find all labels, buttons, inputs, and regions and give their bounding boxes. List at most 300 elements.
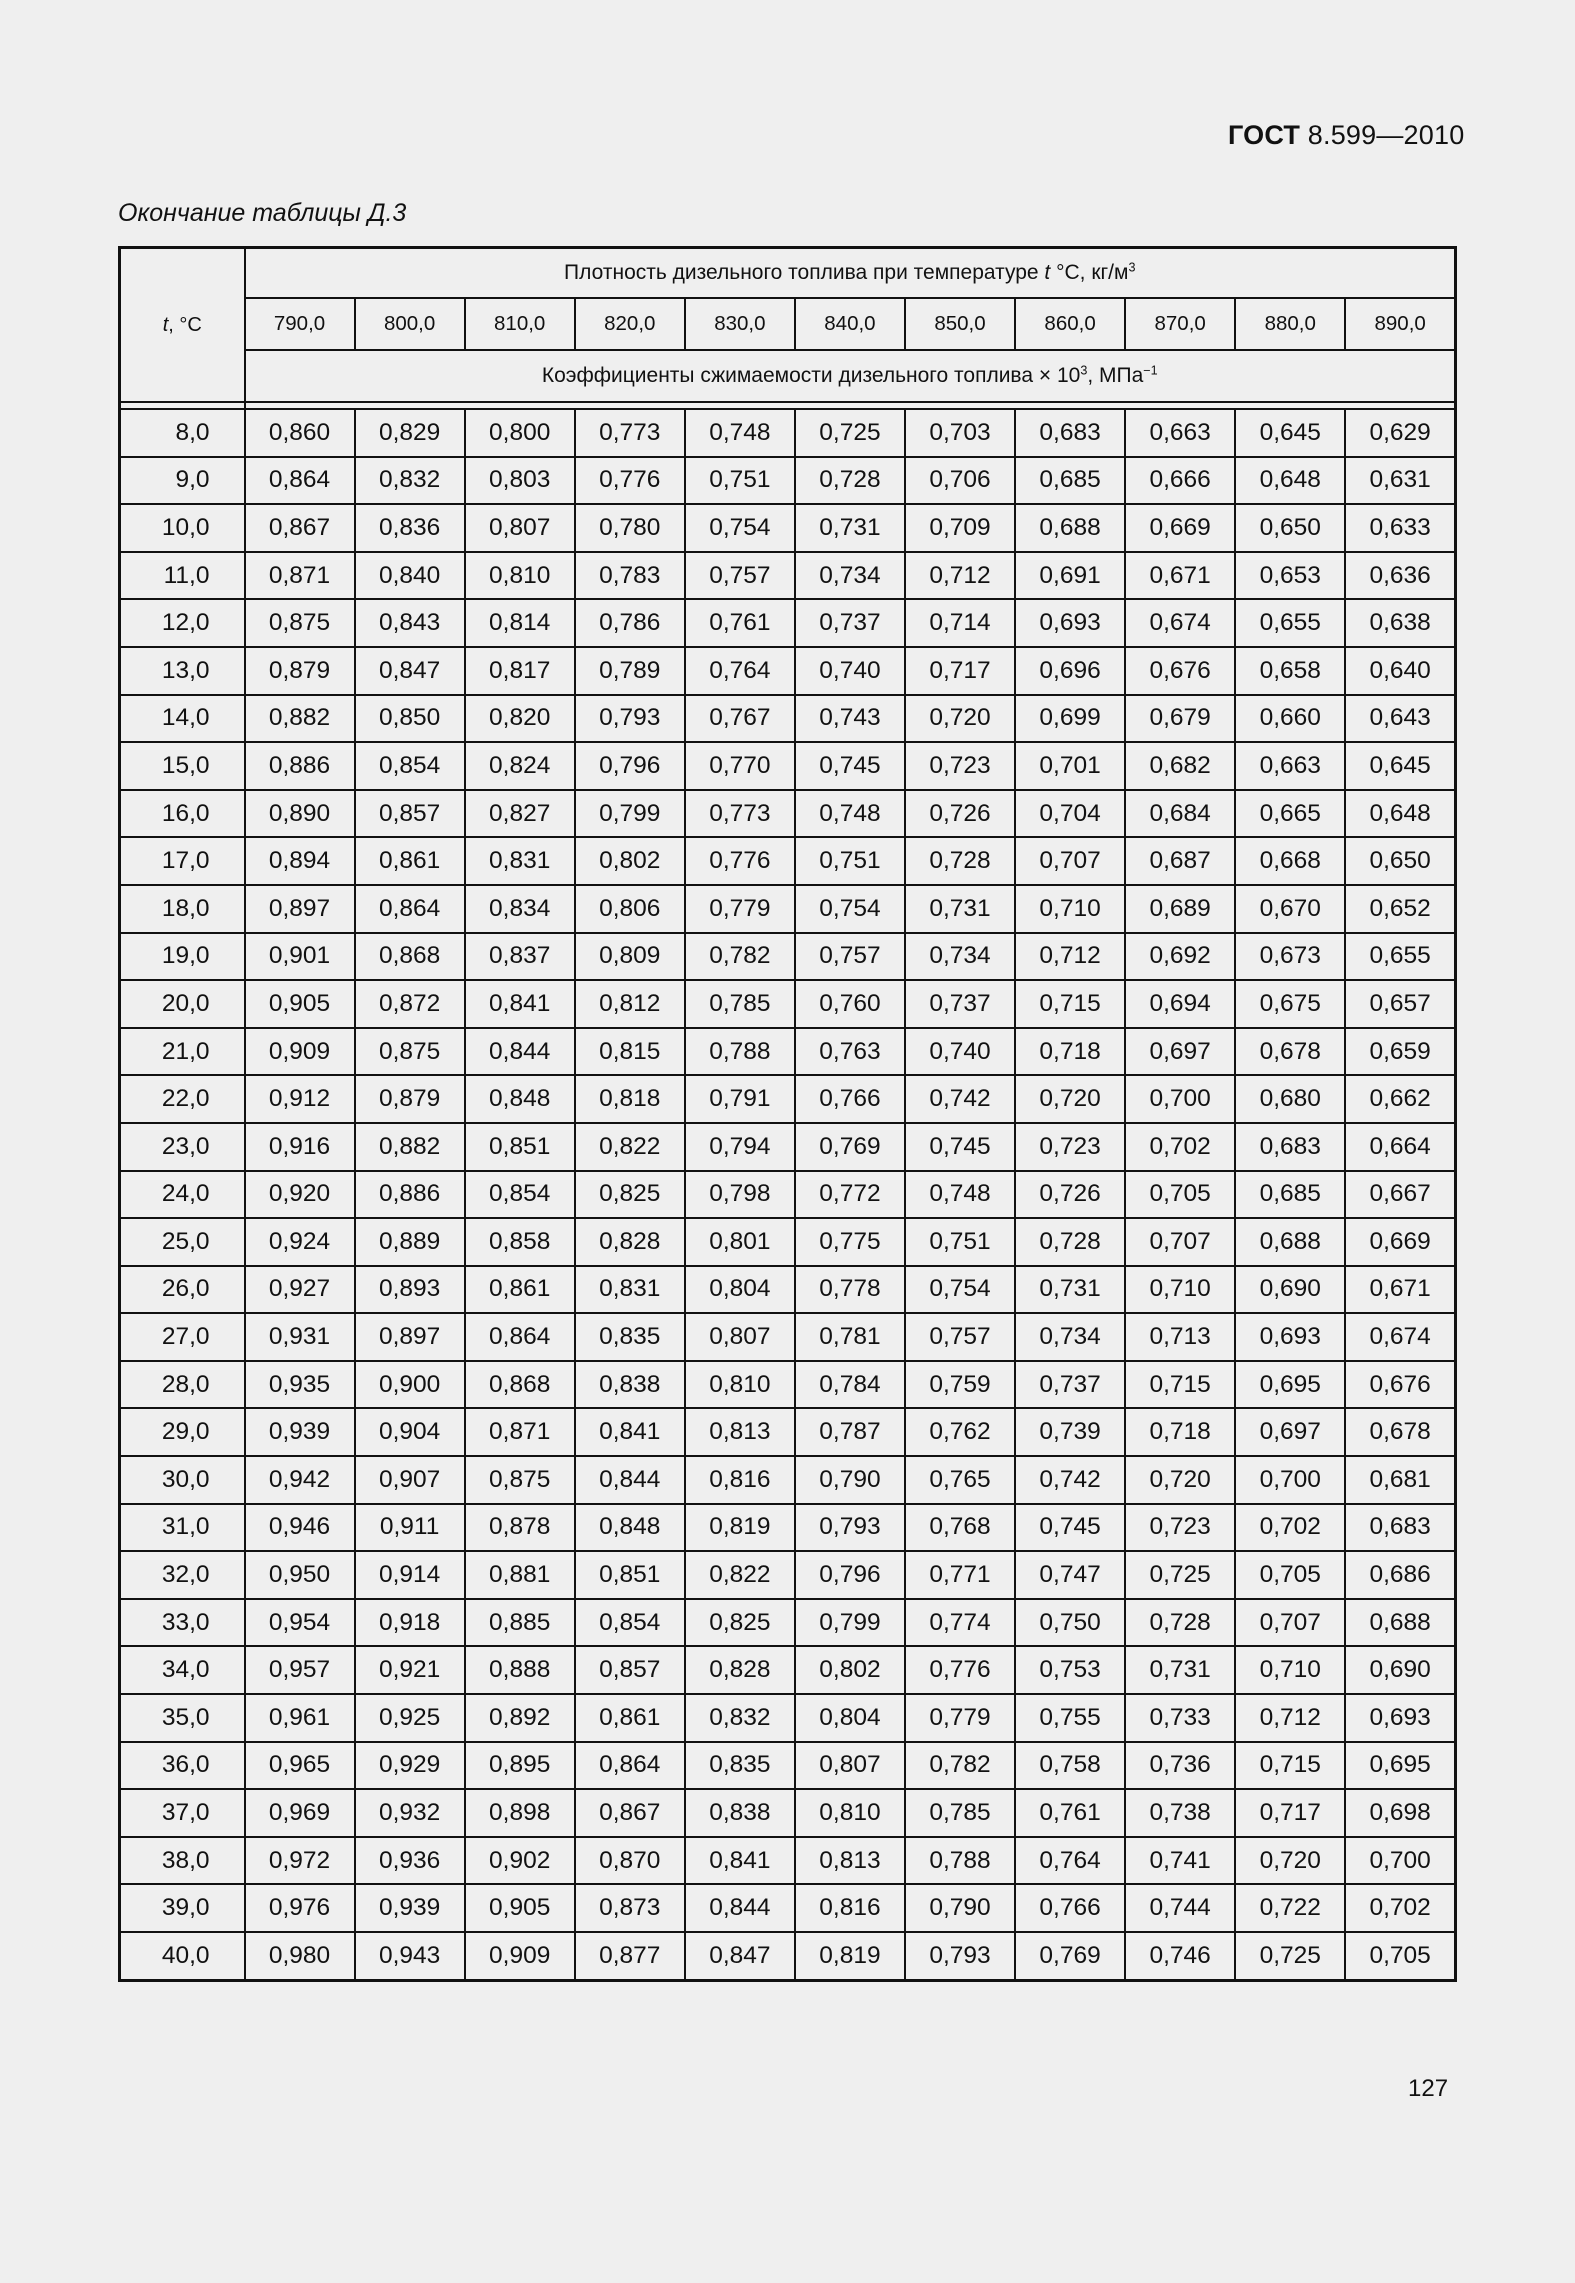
- compressibility-table: [118, 246, 1457, 1982]
- coefficient-cell: 0,796: [795, 1551, 905, 1599]
- coefficient-cell: 0,807: [685, 1313, 795, 1361]
- coefficient-cell: 0,636: [1345, 552, 1455, 600]
- coefficient-cell: 0,769: [795, 1123, 905, 1171]
- coefficient-cell: 0,898: [465, 1789, 575, 1837]
- coefficient-cell: 0,867: [575, 1789, 685, 1837]
- temperature-symbol: t: [162, 313, 169, 336]
- coefficient-cell: 0,875: [355, 1028, 465, 1076]
- temperature-cell: 33,0: [120, 1599, 245, 1647]
- density-column-header: 870,0: [1125, 298, 1235, 350]
- coefficient-cell: 0,782: [905, 1742, 1015, 1790]
- coefficient-cell: 0,860: [245, 409, 355, 457]
- table-row: [120, 1789, 1456, 1837]
- coefficient-cell: 0,885: [465, 1599, 575, 1647]
- separator-cell: [120, 402, 245, 409]
- coefficient-cell: 0,911: [355, 1504, 465, 1552]
- coefficient-cell: 0,629: [1345, 409, 1455, 457]
- coefficient-cell: 0,751: [905, 1218, 1015, 1266]
- coefficient-cell: 0,696: [1015, 647, 1125, 695]
- coefficient-cell: 0,825: [575, 1171, 685, 1219]
- coefficient-cell: 0,723: [905, 742, 1015, 790]
- temperature-cell: 24,0: [120, 1171, 245, 1219]
- coefficient-cell: 0,753: [1015, 1646, 1125, 1694]
- coefficient-cell: 0,704: [1015, 790, 1125, 838]
- coefficient-cell: 0,715: [1235, 1742, 1345, 1790]
- coefficient-cell: 0,693: [1235, 1313, 1345, 1361]
- density-column-header: 820,0: [575, 298, 685, 350]
- coefficient-cell: 0,931: [245, 1313, 355, 1361]
- coefficient-cell: 0,816: [795, 1884, 905, 1932]
- table-row: [120, 885, 1456, 933]
- coefficient-cell: 0,748: [685, 409, 795, 457]
- coefficient-cell: 0,710: [1125, 1266, 1235, 1314]
- coefficient-cell: 0,858: [465, 1218, 575, 1266]
- coefficient-cell: 0,864: [465, 1313, 575, 1361]
- coefficient-cell: 0,838: [685, 1789, 795, 1837]
- coefficient-cell: 0,712: [905, 552, 1015, 600]
- coefficient-cell: 0,793: [905, 1932, 1015, 1980]
- coefficient-cell: 0,731: [795, 504, 905, 552]
- coefficient-cell: 0,824: [465, 742, 575, 790]
- table-row: [120, 504, 1456, 552]
- coefficient-cell: 0,650: [1345, 837, 1455, 885]
- coefficient-cell: 0,671: [1345, 1266, 1455, 1314]
- coefficient-cell: 0,693: [1345, 1694, 1455, 1742]
- coefficient-cell: 0,757: [905, 1313, 1015, 1361]
- table-row: [120, 1551, 1456, 1599]
- coefficient-cell: 0,702: [1345, 1884, 1455, 1932]
- coefficient-cell: 0,942: [245, 1456, 355, 1504]
- coefficient-cell: 0,663: [1125, 409, 1235, 457]
- temperature-cell: 34,0: [120, 1646, 245, 1694]
- temperature-cell: 9,0: [120, 457, 245, 505]
- coefficient-cell: 0,835: [685, 1742, 795, 1790]
- coefficient-cell: 0,648: [1235, 457, 1345, 505]
- coefficient-cell: 0,888: [465, 1646, 575, 1694]
- coefficient-cell: 0,776: [685, 837, 795, 885]
- coefficient-cell: 0,693: [1015, 599, 1125, 647]
- coefficient-cell: 0,893: [355, 1266, 465, 1314]
- coefficient-cell: 0,710: [1015, 885, 1125, 933]
- coefficient-cell: 0,650: [1235, 504, 1345, 552]
- coefficient-cell: 0,678: [1345, 1408, 1455, 1456]
- coefficient-cell: 0,819: [795, 1932, 905, 1980]
- temperature-cell: 27,0: [120, 1313, 245, 1361]
- coefficient-cell: 0,817: [465, 647, 575, 695]
- table-row: [120, 1694, 1456, 1742]
- coefficient-cell: 0,731: [1125, 1646, 1235, 1694]
- coefficient-cell: 0,685: [1235, 1171, 1345, 1219]
- coefficient-cell: 0,748: [905, 1171, 1015, 1219]
- coefficient-cell: 0,939: [245, 1408, 355, 1456]
- coefficient-cell: 0,754: [795, 885, 905, 933]
- coefficient-cell: 0,920: [245, 1171, 355, 1219]
- coefficient-cell: 0,745: [795, 742, 905, 790]
- coefficient-cell: 0,714: [905, 599, 1015, 647]
- temperature-cell: 21,0: [120, 1028, 245, 1076]
- coefficient-cell: 0,676: [1345, 1361, 1455, 1409]
- coefficient-cell: 0,633: [1345, 504, 1455, 552]
- coefficient-cell: 0,980: [245, 1932, 355, 1980]
- coefficient-cell: 0,897: [245, 885, 355, 933]
- table-row: [120, 695, 1456, 743]
- coefficient-cell: 0,783: [575, 552, 685, 600]
- coefficient-cell: 0,815: [575, 1028, 685, 1076]
- coefficient-cell: 0,663: [1235, 742, 1345, 790]
- coefficient-cell: 0,939: [355, 1884, 465, 1932]
- coefficient-cell: 0,828: [685, 1646, 795, 1694]
- coefficient-cell: 0,689: [1125, 885, 1235, 933]
- temperature-cell: 22,0: [120, 1075, 245, 1123]
- coefficient-cell: 0,943: [355, 1932, 465, 1980]
- coefficient-cell: 0,679: [1125, 695, 1235, 743]
- coefficient-cell: 0,771: [905, 1551, 1015, 1599]
- coefficient-cell: 0,851: [465, 1123, 575, 1171]
- coefficient-cell: 0,837: [465, 933, 575, 981]
- temperature-cell: 35,0: [120, 1694, 245, 1742]
- coefficient-cell: 0,763: [795, 1028, 905, 1076]
- coefficient-cell: 0,702: [1125, 1123, 1235, 1171]
- coefficient-cell: 0,798: [685, 1171, 795, 1219]
- coefficient-cell: 0,712: [1235, 1694, 1345, 1742]
- coefficient-cell: 0,713: [1125, 1313, 1235, 1361]
- coefficient-cell: 0,740: [905, 1028, 1015, 1076]
- coefficient-cell: 0,722: [1235, 1884, 1345, 1932]
- temperature-cell: 17,0: [120, 837, 245, 885]
- coefficient-cell: 0,844: [685, 1884, 795, 1932]
- coefficient-cell: 0,694: [1125, 980, 1235, 1028]
- coefficient-cell: 0,847: [355, 647, 465, 695]
- coefficient-cell: 0,744: [1125, 1884, 1235, 1932]
- coefficient-cell: 0,936: [355, 1837, 465, 1885]
- coefficient-cell: 0,765: [905, 1456, 1015, 1504]
- coefficient-cell: 0,841: [575, 1408, 685, 1456]
- coefficient-cell: 0,715: [1125, 1361, 1235, 1409]
- coefficient-cell: 0,779: [905, 1694, 1015, 1742]
- coefficient-cell: 0,976: [245, 1884, 355, 1932]
- coefficient-cell: 0,734: [905, 933, 1015, 981]
- coefficient-cell: 0,740: [795, 647, 905, 695]
- coefficient-cell: 0,673: [1235, 933, 1345, 981]
- coefficient-cell: 0,723: [1125, 1504, 1235, 1552]
- coefficient-cell: 0,631: [1345, 457, 1455, 505]
- coefficient-cell: 0,746: [1125, 1932, 1235, 1980]
- coefficient-cell: 0,751: [795, 837, 905, 885]
- temperature-cell: 29,0: [120, 1408, 245, 1456]
- table-row: [120, 1028, 1456, 1076]
- table-row: [120, 1218, 1456, 1266]
- coefficient-cell: 0,914: [355, 1551, 465, 1599]
- table-row: [120, 1361, 1456, 1409]
- coefficient-cell: 0,741: [1125, 1837, 1235, 1885]
- table-row: [120, 1599, 1456, 1647]
- coefficient-cell: 0,742: [905, 1075, 1015, 1123]
- table-row: [120, 599, 1456, 647]
- coefficient-cell: 0,828: [575, 1218, 685, 1266]
- coefficient-header: [245, 350, 1456, 402]
- coefficient-cell: 0,848: [465, 1075, 575, 1123]
- coefficient-cell: 0,699: [1015, 695, 1125, 743]
- coefficient-cell: 0,664: [1345, 1123, 1455, 1171]
- coefficient-cell: 0,757: [685, 552, 795, 600]
- coefficient-cell: 0,688: [1235, 1218, 1345, 1266]
- coefficient-cell: 0,769: [1015, 1932, 1125, 1980]
- coefficient-cell: 0,662: [1345, 1075, 1455, 1123]
- density-column-header: 800,0: [355, 298, 465, 350]
- coefficient-cell: 0,825: [685, 1599, 795, 1647]
- coefficient-cell: 0,688: [1345, 1599, 1455, 1647]
- coefficient-cell: 0,889: [355, 1218, 465, 1266]
- table-row: [120, 1313, 1456, 1361]
- coefficient-cell: 0,882: [355, 1123, 465, 1171]
- coefficient-cell: 0,688: [1015, 504, 1125, 552]
- coefficient-cell: 0,737: [905, 980, 1015, 1028]
- coefficient-cell: 0,671: [1125, 552, 1235, 600]
- coefficient-cell: 0,861: [465, 1266, 575, 1314]
- coefficient-cell: 0,969: [245, 1789, 355, 1837]
- coefficient-cell: 0,861: [355, 837, 465, 885]
- density-column-header: 810,0: [465, 298, 575, 350]
- coefficient-cell: 0,675: [1235, 980, 1345, 1028]
- coefficient-cell: 0,809: [575, 933, 685, 981]
- coefficient-cell: 0,703: [905, 409, 1015, 457]
- table-row: [120, 1646, 1456, 1694]
- table-row: [120, 1932, 1456, 1980]
- coefficient-cell: 0,684: [1125, 790, 1235, 838]
- coefficient-cell: 0,674: [1125, 599, 1235, 647]
- coefficient-cell: 0,690: [1345, 1646, 1455, 1694]
- coefficient-cell: 0,725: [795, 409, 905, 457]
- coefficient-cell: 0,705: [1235, 1551, 1345, 1599]
- coefficient-cell: 0,682: [1125, 742, 1235, 790]
- coefficient-cell: 0,814: [465, 599, 575, 647]
- density-header-symbol: t: [1044, 261, 1051, 284]
- coefficient-cell: 0,681: [1345, 1456, 1455, 1504]
- coefficient-cell: 0,658: [1235, 647, 1345, 695]
- coefficient-cell: 0,822: [575, 1123, 685, 1171]
- coefficient-cell: 0,712: [1015, 933, 1125, 981]
- coefficient-cell: 0,725: [1125, 1551, 1235, 1599]
- coefficient-cell: 0,669: [1125, 504, 1235, 552]
- coefficient-cell: 0,901: [245, 933, 355, 981]
- coefficient-cell: 0,840: [355, 552, 465, 600]
- coefficient-cell: 0,822: [685, 1551, 795, 1599]
- coefficient-cell: 0,929: [355, 1742, 465, 1790]
- coefficient-cell: 0,685: [1015, 457, 1125, 505]
- coefficient-cell: 0,734: [1015, 1313, 1125, 1361]
- coefficient-cell: 0,873: [575, 1884, 685, 1932]
- coefficient-cell: 0,892: [465, 1694, 575, 1742]
- coefficient-cell: 0,754: [685, 504, 795, 552]
- coefficient-cell: 0,843: [355, 599, 465, 647]
- coefficient-cell: 0,972: [245, 1837, 355, 1885]
- coefficient-cell: 0,816: [685, 1456, 795, 1504]
- coefficient-cell: 0,778: [795, 1266, 905, 1314]
- coefficient-cell: 0,700: [1345, 1837, 1455, 1885]
- coefficient-cell: 0,653: [1235, 552, 1345, 600]
- coefficient-cell: 0,648: [1345, 790, 1455, 838]
- coefficient-cell: 0,886: [355, 1171, 465, 1219]
- coefficient-cell: 0,871: [245, 552, 355, 600]
- coefficient-cell: 0,728: [1125, 1599, 1235, 1647]
- coefficient-cell: 0,820: [465, 695, 575, 743]
- coefficient-cell: 0,691: [1015, 552, 1125, 600]
- coefficient-cell: 0,848: [575, 1504, 685, 1552]
- coefficient-cell: 0,728: [905, 837, 1015, 885]
- coefficient-cell: 0,813: [795, 1837, 905, 1885]
- coefficient-cell: 0,655: [1345, 933, 1455, 981]
- coefficient-cell: 0,705: [1125, 1171, 1235, 1219]
- coefficient-cell: 0,927: [245, 1266, 355, 1314]
- coefficient-cell: 0,720: [1015, 1075, 1125, 1123]
- table-row: [120, 790, 1456, 838]
- coefficient-cell: 0,695: [1235, 1361, 1345, 1409]
- coefficient-cell: 0,810: [685, 1361, 795, 1409]
- coefficient-cell: 0,751: [685, 457, 795, 505]
- coefficient-cell: 0,868: [355, 933, 465, 981]
- coefficient-cell: 0,864: [245, 457, 355, 505]
- coefficient-cell: 0,747: [1015, 1551, 1125, 1599]
- coefficient-cell: 0,804: [795, 1694, 905, 1742]
- coefficient-cell: 0,854: [465, 1171, 575, 1219]
- coefficient-cell: 0,785: [905, 1789, 1015, 1837]
- coefficient-cell: 0,905: [245, 980, 355, 1028]
- coefficient-cell: 0,707: [1235, 1599, 1345, 1647]
- coefficient-cell: 0,872: [355, 980, 465, 1028]
- coefficient-cell: 0,812: [575, 980, 685, 1028]
- coefficient-cell: 0,801: [685, 1218, 795, 1266]
- coefficient-cell: 0,847: [685, 1932, 795, 1980]
- coefficient-cell: 0,640: [1345, 647, 1455, 695]
- coefficient-cell: 0,857: [575, 1646, 685, 1694]
- coefficient-cell: 0,832: [685, 1694, 795, 1742]
- table-row: [120, 1075, 1456, 1123]
- table-row: [120, 1123, 1456, 1171]
- table-body: [120, 409, 1456, 1980]
- coefficient-cell: 0,657: [1345, 980, 1455, 1028]
- coefficient-cell: 0,775: [795, 1218, 905, 1266]
- coefficient-cell: 0,726: [1015, 1171, 1125, 1219]
- coefficient-cell: 0,791: [685, 1075, 795, 1123]
- coefficient-cell: 0,793: [795, 1504, 905, 1552]
- temperature-cell: 39,0: [120, 1884, 245, 1932]
- coefficient-cell: 0,879: [355, 1075, 465, 1123]
- coefficient-cell: 0,776: [905, 1646, 1015, 1694]
- coefficient-cell: 0,838: [575, 1361, 685, 1409]
- temperature-cell: 38,0: [120, 1837, 245, 1885]
- separator-cell: [245, 402, 1456, 409]
- coefficient-cell: 0,946: [245, 1504, 355, 1552]
- coefficient-cell: 0,766: [795, 1075, 905, 1123]
- document-standard-id: [1228, 120, 1464, 151]
- density-values-row: [120, 298, 1456, 350]
- coefficient-cell: 0,836: [355, 504, 465, 552]
- coefficient-cell: 0,924: [245, 1218, 355, 1266]
- coefficient-cell: 0,794: [685, 1123, 795, 1171]
- coefficient-cell: 0,782: [685, 933, 795, 981]
- coefficient-cell: 0,669: [1345, 1218, 1455, 1266]
- coefficient-cell: 0,819: [685, 1504, 795, 1552]
- coefficient-cell: 0,827: [465, 790, 575, 838]
- coefficient-cell: 0,764: [685, 647, 795, 695]
- coefficient-cell: 0,776: [575, 457, 685, 505]
- coefficient-cell: 0,725: [1235, 1932, 1345, 1980]
- coefficient-cell: 0,748: [795, 790, 905, 838]
- coefficient-cell: 0,710: [1235, 1646, 1345, 1694]
- coefficient-cell: 0,850: [355, 695, 465, 743]
- coefficient-cell: 0,957: [245, 1646, 355, 1694]
- coefficient-cell: 0,701: [1015, 742, 1125, 790]
- coefficient-cell: 0,709: [905, 504, 1015, 552]
- coefficient-cell: 0,700: [1125, 1075, 1235, 1123]
- coefficient-cell: 0,676: [1125, 647, 1235, 695]
- table-row: [120, 1742, 1456, 1790]
- coefficient-cell: 0,875: [245, 599, 355, 647]
- coef-header-prefix: Коэффициенты сжимаемости дизельного топлива × 10: [541, 364, 1081, 387]
- temperature-cell: 11,0: [120, 552, 245, 600]
- coefficient-cell: 0,916: [245, 1123, 355, 1171]
- coefficient-cell: 0,806: [575, 885, 685, 933]
- coefficient-cell: 0,687: [1125, 837, 1235, 885]
- table-caption: Окончание таблицы Д.3: [118, 199, 407, 227]
- coefficient-cell: 0,645: [1345, 742, 1455, 790]
- temperature-cell: 37,0: [120, 1789, 245, 1837]
- temperature-cell: 19,0: [120, 933, 245, 981]
- coefficient-cell: 0,790: [905, 1884, 1015, 1932]
- table-row: [120, 1504, 1456, 1552]
- coefficient-cell: 0,781: [795, 1313, 905, 1361]
- coefficient-cell: 0,834: [465, 885, 575, 933]
- coefficient-cell: 0,773: [685, 790, 795, 838]
- coefficient-cell: 0,918: [355, 1599, 465, 1647]
- coefficient-cell: 0,965: [245, 1742, 355, 1790]
- coefficient-cell: 0,868: [465, 1361, 575, 1409]
- table-row: [120, 742, 1456, 790]
- coefficient-cell: 0,655: [1235, 599, 1345, 647]
- coefficient-cell: 0,902: [465, 1837, 575, 1885]
- coefficient-cell: 0,881: [465, 1551, 575, 1599]
- coefficient-cell: 0,854: [575, 1599, 685, 1647]
- coefficient-cell: 0,692: [1125, 933, 1235, 981]
- coefficient-cell: 0,706: [905, 457, 1015, 505]
- coefficient-cell: 0,935: [245, 1361, 355, 1409]
- coefficient-cell: 0,674: [1345, 1313, 1455, 1361]
- coefficient-cell: 0,745: [905, 1123, 1015, 1171]
- coefficient-cell: 0,734: [795, 552, 905, 600]
- temperature-cell: 40,0: [120, 1932, 245, 1980]
- coefficient-cell: 0,871: [465, 1408, 575, 1456]
- coefficient-cell: 0,950: [245, 1551, 355, 1599]
- coefficient-cell: 0,718: [1125, 1408, 1235, 1456]
- coefficient-cell: 0,680: [1235, 1075, 1345, 1123]
- coefficient-cell: 0,831: [465, 837, 575, 885]
- coefficient-cell: 0,921: [355, 1646, 465, 1694]
- temperature-cell: 14,0: [120, 695, 245, 743]
- coefficient-cell: 0,844: [575, 1456, 685, 1504]
- table-row: [120, 457, 1456, 505]
- table-row: [120, 1408, 1456, 1456]
- coefficient-cell: 0,743: [795, 695, 905, 743]
- coefficient-cell: 0,659: [1345, 1028, 1455, 1076]
- coefficient-cell: 0,961: [245, 1694, 355, 1742]
- coefficient-cell: 0,807: [465, 504, 575, 552]
- coefficient-cell: 0,835: [575, 1313, 685, 1361]
- coefficient-cell: 0,851: [575, 1551, 685, 1599]
- coefficient-cell: 0,861: [575, 1694, 685, 1742]
- temperature-cell: 12,0: [120, 599, 245, 647]
- coefficient-cell: 0,818: [575, 1075, 685, 1123]
- temperature-cell: 20,0: [120, 980, 245, 1028]
